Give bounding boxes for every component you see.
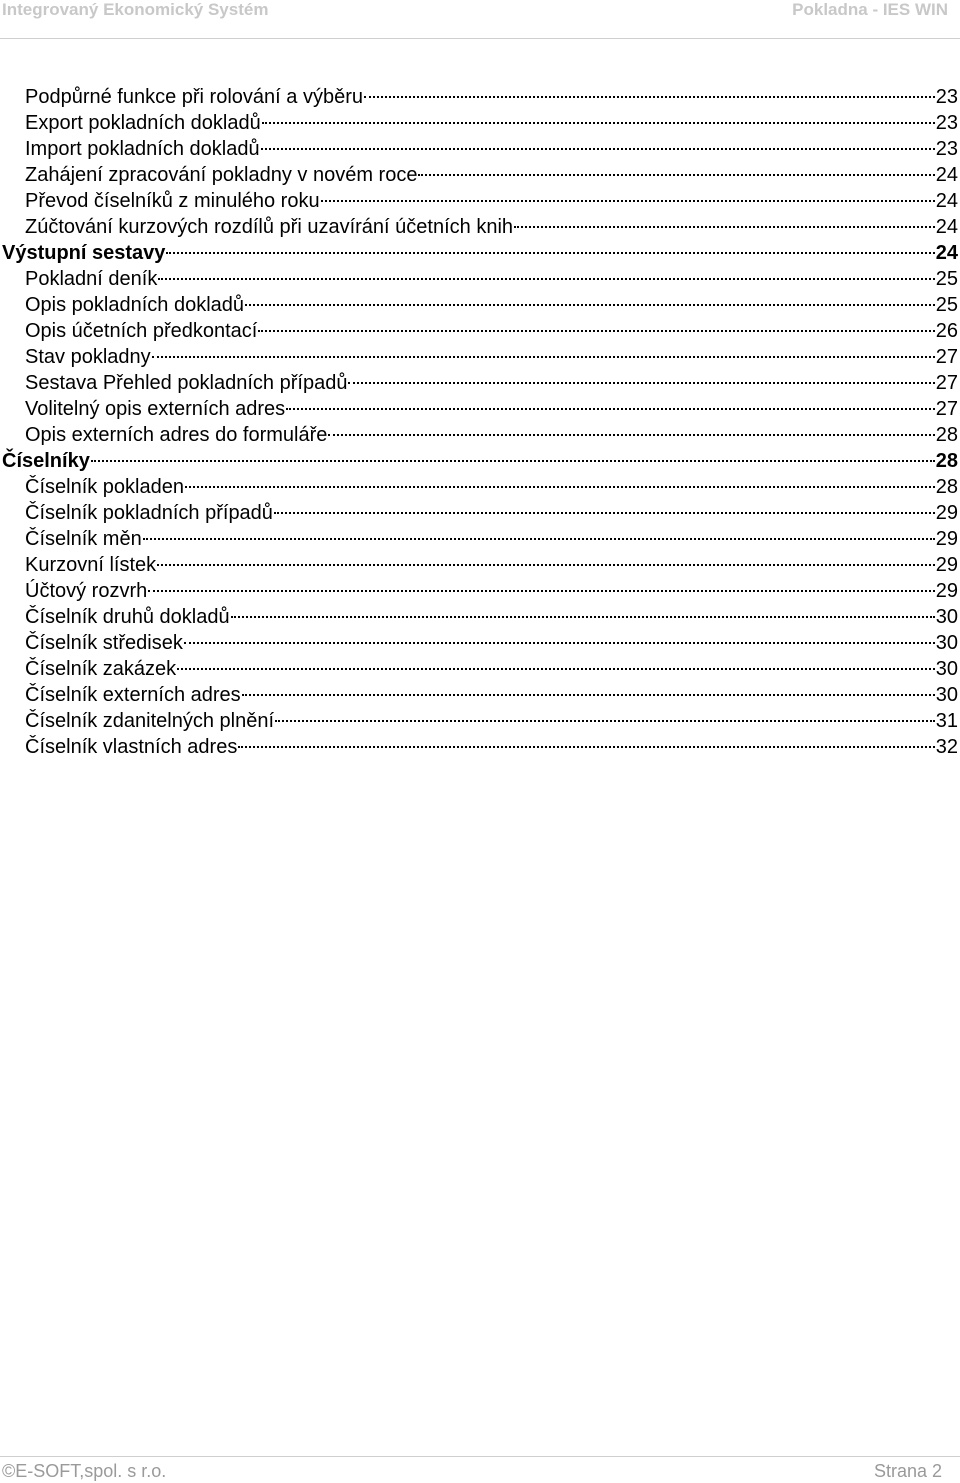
toc-entry[interactable] <box>0 84 958 110</box>
toc-entry-title: Import pokladních dokladů <box>25 138 260 160</box>
toc-dot-leader <box>91 459 935 462</box>
toc-dot-leader <box>321 199 935 202</box>
toc-dot-leader <box>418 173 934 176</box>
page-footer <box>0 1456 960 1483</box>
toc-entry-title: Zúčtování kurzových rozdílů při uzavírání účetních knih <box>25 216 514 238</box>
toc-entry-page: 26 <box>935 320 958 342</box>
toc-entry-title: Podpůrné funkce při rolování a výběru <box>25 86 363 108</box>
toc-entry-title: Účtový rozvrh <box>25 580 148 602</box>
toc-dot-leader <box>514 225 935 228</box>
toc-dot-leader <box>262 121 935 124</box>
toc-entry-page: 31 <box>935 710 958 732</box>
toc-entry[interactable] <box>0 682 958 708</box>
toc-entry-page: 29 <box>935 580 958 602</box>
toc-entry-page: 28 <box>935 450 958 472</box>
footer-page-number: Strana 2 <box>873 1461 942 1481</box>
toc-dot-leader <box>152 355 935 358</box>
toc-entry-title: Číselník středisek <box>25 632 183 654</box>
toc-entry-page: 23 <box>935 138 958 160</box>
toc-entry-title: Výstupní sestavy <box>2 242 166 264</box>
toc-dot-leader <box>364 95 935 98</box>
toc-entry-page: 23 <box>935 112 958 134</box>
toc-entry[interactable] <box>0 422 958 448</box>
toc-entry-page: 32 <box>935 736 958 758</box>
toc-dot-leader <box>261 147 935 150</box>
toc-dot-leader <box>231 615 935 618</box>
toc-entry-title: Opis účetních předkontací <box>25 320 258 342</box>
footer-copyright: ©E-SOFT,spol. s r.o. <box>2 1461 167 1481</box>
toc-entry[interactable] <box>0 110 958 136</box>
toc-entry[interactable] <box>0 370 958 396</box>
toc-entry[interactable] <box>0 552 958 578</box>
toc-entry-title: Číselník pokladen <box>25 476 184 498</box>
toc-dot-leader <box>348 381 934 384</box>
toc-entry-page: 30 <box>935 606 958 628</box>
toc-entry[interactable] <box>0 500 958 526</box>
toc-entry-page: 24 <box>935 164 958 186</box>
toc-entry-page: 23 <box>935 86 958 108</box>
toc-entry[interactable] <box>0 188 958 214</box>
toc-entry-title: Číselník měn <box>25 528 142 550</box>
toc-entry[interactable] <box>0 344 958 370</box>
toc-entry[interactable] <box>0 604 958 630</box>
toc-entry-title: Opis externích adres do formuláře <box>25 424 328 446</box>
toc-entry-page: 28 <box>935 476 958 498</box>
table-of-contents <box>0 84 958 760</box>
toc-entry-page: 29 <box>935 554 958 576</box>
toc-entry-title: Volitelný opis externích adres <box>25 398 286 420</box>
toc-entry-title: Číselník pokladních případů <box>25 502 273 524</box>
toc-entry[interactable] <box>0 240 958 266</box>
toc-entry-title: Převod číselníků z minulého roku <box>25 190 320 212</box>
toc-entry-title: Číselník zakázek <box>25 658 177 680</box>
toc-entry-title: Pokladní deník <box>25 268 158 290</box>
toc-entry-title: Kurzovní lístek <box>25 554 157 576</box>
toc-entry-title: Číselník druhů dokladů <box>25 606 230 628</box>
toc-entry[interactable] <box>0 448 958 474</box>
toc-entry-page: 24 <box>935 242 958 264</box>
toc-dot-leader <box>242 693 935 696</box>
toc-entry-title: Opis pokladních dokladů <box>25 294 245 316</box>
toc-entry-page: 27 <box>935 372 958 394</box>
toc-entry-page: 27 <box>935 398 958 420</box>
toc-entry-page: 25 <box>935 294 958 316</box>
toc-entry[interactable] <box>0 318 958 344</box>
toc-entry-title: Číselník zdanitelných plnění <box>25 710 275 732</box>
toc-entry[interactable] <box>0 474 958 500</box>
toc-dot-leader <box>275 719 935 722</box>
toc-entry-title: Číselníky <box>2 450 90 472</box>
toc-entry[interactable] <box>0 526 958 552</box>
toc-entry[interactable] <box>0 214 958 240</box>
toc-dot-leader <box>258 329 934 332</box>
toc-entry[interactable] <box>0 578 958 604</box>
toc-entry-title: Stav pokladny <box>25 346 151 368</box>
toc-entry[interactable] <box>0 162 958 188</box>
toc-dot-leader <box>286 407 935 410</box>
toc-entry[interactable] <box>0 630 958 656</box>
toc-dot-leader <box>185 485 935 488</box>
toc-entry-title: Číselník externích adres <box>25 684 241 706</box>
toc-dot-leader <box>274 511 935 514</box>
header-title-right: Pokladna - IES WIN <box>792 0 948 19</box>
toc-entry-page: 29 <box>935 528 958 550</box>
toc-entry-page: 24 <box>935 216 958 238</box>
toc-dot-leader <box>166 251 934 254</box>
toc-dot-leader <box>177 667 935 670</box>
page-header <box>0 0 960 39</box>
toc-dot-leader <box>143 537 935 540</box>
toc-dot-leader <box>158 277 934 280</box>
toc-entry-page: 29 <box>935 502 958 524</box>
toc-dot-leader <box>148 589 935 592</box>
toc-entry-title: Číselník vlastních adres <box>25 736 238 758</box>
toc-entry[interactable] <box>0 708 958 734</box>
toc-dot-leader <box>184 641 935 644</box>
toc-entry-title: Export pokladních dokladů <box>25 112 261 134</box>
toc-dot-leader <box>238 745 934 748</box>
toc-entry-page: 25 <box>935 268 958 290</box>
toc-entry[interactable] <box>0 136 958 162</box>
toc-entry-page: 28 <box>935 424 958 446</box>
toc-entry[interactable] <box>0 292 958 318</box>
toc-entry[interactable] <box>0 656 958 682</box>
toc-entry-title: Sestava Přehled pokladních případů <box>25 372 348 394</box>
header-title-left: Integrovaný Ekonomický Systém <box>2 0 269 19</box>
toc-entry[interactable] <box>0 396 958 422</box>
toc-entry-page: 27 <box>935 346 958 368</box>
toc-entry[interactable] <box>0 266 958 292</box>
toc-dot-leader <box>245 303 935 306</box>
toc-entry-page: 24 <box>935 190 958 212</box>
toc-entry-title: Zahájení zpracování pokladny v novém roce <box>25 164 418 186</box>
toc-entry[interactable] <box>0 734 958 760</box>
toc-dot-leader <box>328 433 934 436</box>
toc-entry-page: 30 <box>935 684 958 706</box>
toc-dot-leader <box>157 563 935 566</box>
toc-entry-page: 30 <box>935 632 958 654</box>
toc-entry-page: 30 <box>935 658 958 680</box>
